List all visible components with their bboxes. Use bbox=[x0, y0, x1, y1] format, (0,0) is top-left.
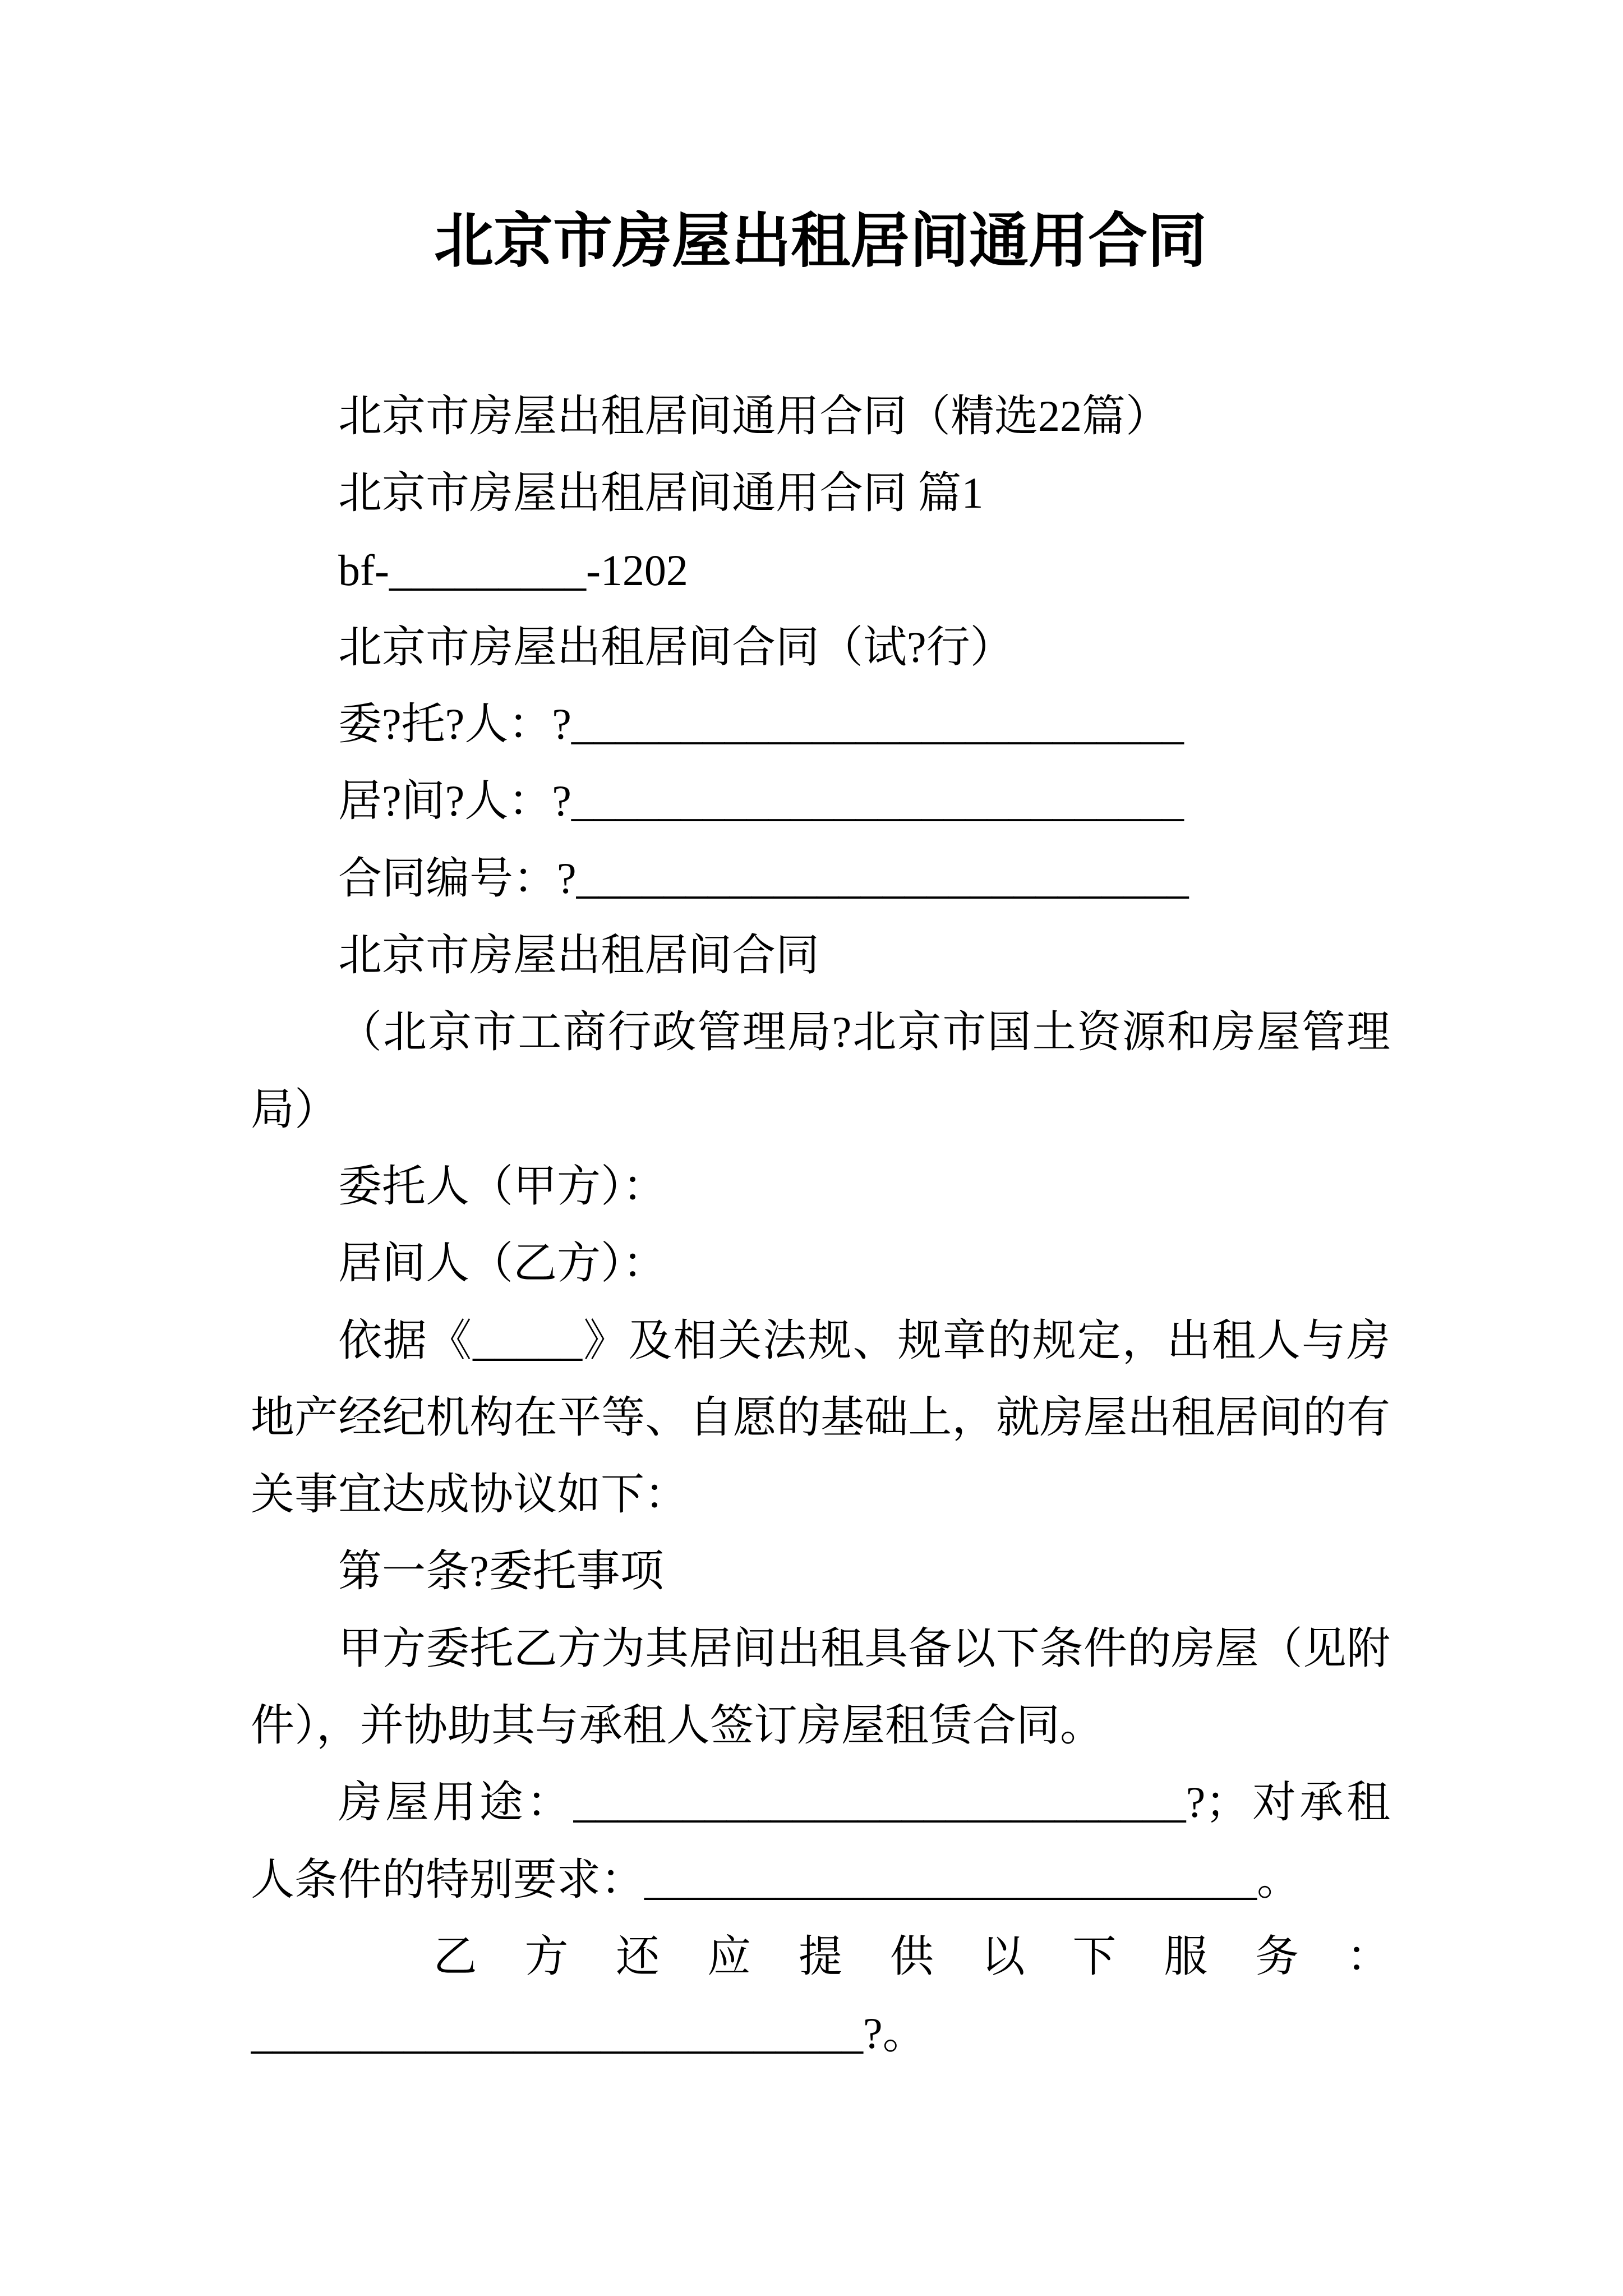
text-line: bf-_________-1202 bbox=[338, 545, 688, 595]
text-line bbox=[251, 1918, 1390, 1995]
text-line: 依据《_____》及相关法规、规章的规定，出租人与房 bbox=[338, 1315, 1390, 1365]
contract-name bbox=[251, 917, 1390, 993]
text-line: 北京市房屋出租居间通用合同（精选22篇） bbox=[338, 392, 1170, 440]
contract-name-trial bbox=[251, 609, 1390, 685]
article-heading bbox=[251, 454, 1390, 531]
document-body bbox=[251, 378, 1390, 2072]
party-a-label bbox=[251, 1148, 1390, 1225]
text-line: （北京市工商行政管理局?北京市国土资源和房屋管理 bbox=[338, 1007, 1390, 1057]
intermediary-blank-line bbox=[251, 762, 1390, 839]
text-line: 委托人（甲方）： bbox=[338, 1161, 667, 1211]
spread-char: 服 bbox=[1164, 1931, 1208, 1981]
text-line: 第一条?委托事项 bbox=[338, 1547, 664, 1596]
spread-char: ： bbox=[1346, 1931, 1390, 1981]
house-use-paragraph bbox=[251, 1764, 1390, 1918]
spread-char: 还 bbox=[616, 1931, 660, 1981]
contract-number-blank-line bbox=[251, 840, 1390, 917]
document-title: 北京市房屋出租居间通用合同 bbox=[434, 209, 1207, 274]
preamble-paragraph bbox=[251, 1302, 1390, 1533]
text-line: 居间人（乙方）： bbox=[338, 1239, 667, 1288]
text-line: 甲方委托乙方为其居间出租具备以下条件的房屋（见附 bbox=[338, 1623, 1390, 1673]
spread-char: 应 bbox=[707, 1931, 751, 1981]
text-line: 委?托?人：?____________________________ bbox=[338, 700, 1184, 749]
spread-char: 以 bbox=[981, 1931, 1025, 1981]
spread-char: 提 bbox=[798, 1931, 842, 1981]
text-line: 居?间?人：?____________________________ bbox=[338, 776, 1184, 826]
article-1-heading bbox=[251, 1533, 1390, 1609]
spread-char: 供 bbox=[889, 1931, 934, 1981]
text-line: 人条件的特别要求：____________________________。 bbox=[251, 1855, 1301, 1904]
issuing-authorities bbox=[251, 993, 1390, 1148]
spread-char: 方 bbox=[524, 1931, 569, 1981]
text-line: 北京市房屋出租居间合同（试?行） bbox=[338, 622, 1014, 671]
client-blank-line bbox=[251, 685, 1390, 762]
party-b-label bbox=[251, 1225, 1390, 1301]
text-line: 房屋用途：____________________________?；对承租 bbox=[338, 1778, 1390, 1827]
text-line: 件），并协助其与承租人签订房屋租赁合同。 bbox=[251, 1701, 1104, 1750]
entrustment-paragraph bbox=[251, 1610, 1390, 1764]
spread-char: 下 bbox=[1072, 1931, 1117, 1981]
text-line: 局） bbox=[251, 1084, 339, 1134]
form-code bbox=[251, 532, 1390, 609]
text-line: 关事宜达成协议如下： bbox=[251, 1470, 689, 1519]
text-line: 合同编号：?____________________________ bbox=[338, 853, 1189, 903]
text-line: 地产经纪机构在平等、自愿的基础上，就房屋出租居间的有 bbox=[251, 1392, 1390, 1442]
text-line: ____________________________?。 bbox=[251, 2009, 926, 2058]
text-line: 北京市房屋出租居间通用合同 篇1 bbox=[338, 468, 984, 518]
spread-char: 务 bbox=[1255, 1931, 1299, 1981]
spread-char: 乙 bbox=[433, 1931, 477, 1981]
additional-services-paragraph bbox=[251, 1918, 1390, 2072]
collection-heading bbox=[251, 378, 1390, 454]
text-line: 北京市房屋出租居间合同 bbox=[338, 931, 820, 980]
